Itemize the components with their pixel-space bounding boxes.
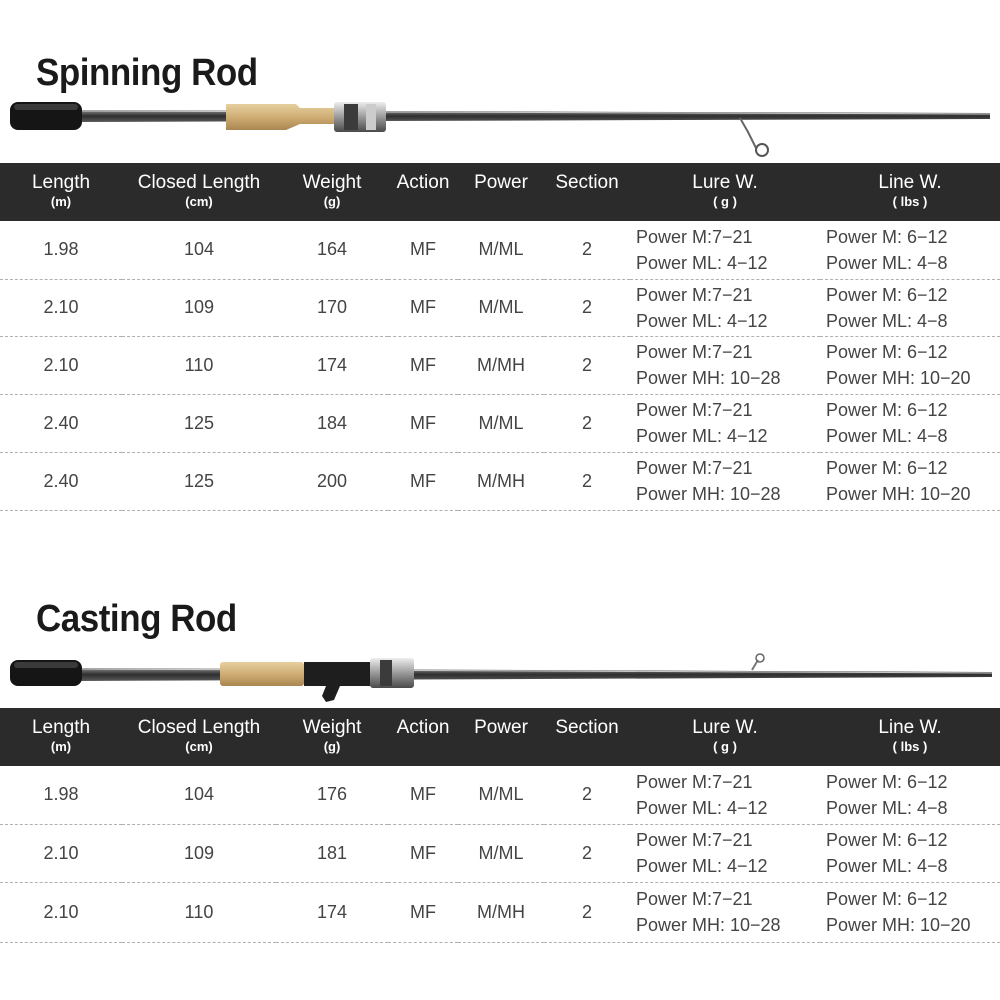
cell-power: M/MH xyxy=(458,452,544,510)
header-closed-length: Closed Length (cm) xyxy=(122,163,276,221)
cell-section: 2 xyxy=(544,452,630,510)
spinning-rod-title: Spinning Rod xyxy=(36,52,258,94)
header-closed-length: Closed Length (cm) xyxy=(122,708,276,766)
cell-weight: 176 xyxy=(276,766,388,824)
header-action: Action xyxy=(388,163,458,221)
cell-section: 2 xyxy=(544,394,630,452)
cell-section: 2 xyxy=(544,766,630,824)
cell-closed-length: 110 xyxy=(122,882,276,942)
header-action: Action xyxy=(388,708,458,766)
cell-line-weight: Power M: 6−12 Power MH: 10−20 xyxy=(820,882,1000,942)
casting-rod-title: Casting Rod xyxy=(36,598,237,640)
casting-rod-image xyxy=(0,648,1000,708)
cell-closed-length: 104 xyxy=(122,766,276,824)
cell-length: 1.98 xyxy=(0,221,122,279)
cell-weight: 184 xyxy=(276,394,388,452)
cell-lure-weight: Power M:7−21 Power ML: 4−12 xyxy=(630,394,820,452)
cell-line-weight: Power M: 6−12 Power ML: 4−8 xyxy=(820,824,1000,882)
header-weight: Weight (g) xyxy=(276,163,388,221)
cell-length: 2.10 xyxy=(0,824,122,882)
cell-lure-weight: Power M:7−21 Power MH: 10−28 xyxy=(630,882,820,942)
spinning-spec-table xyxy=(0,163,1000,511)
cell-power: M/MH xyxy=(458,882,544,942)
table-row xyxy=(0,766,1000,824)
cell-power: M/ML xyxy=(458,766,544,824)
cell-section: 2 xyxy=(544,279,630,336)
cell-closed-length: 110 xyxy=(122,336,276,394)
cell-line-weight: Power M: 6−12 Power MH: 10−20 xyxy=(820,452,1000,510)
table-row xyxy=(0,221,1000,279)
cell-length: 2.10 xyxy=(0,279,122,336)
cell-lure-weight: Power M:7−21 Power ML: 4−12 xyxy=(630,824,820,882)
cell-action: MF xyxy=(388,452,458,510)
spinning-rod-image xyxy=(0,96,1000,160)
table-header-row xyxy=(0,708,1000,766)
cell-lure-weight: Power M:7−21 Power MH: 10−28 xyxy=(630,452,820,510)
cell-lure-weight: Power M:7−21 Power MH: 10−28 xyxy=(630,336,820,394)
cell-lure-weight: Power M:7−21 Power ML: 4−12 xyxy=(630,279,820,336)
casting-spec-table xyxy=(0,708,1000,943)
header-section: Section xyxy=(544,163,630,221)
cell-closed-length: 125 xyxy=(122,394,276,452)
cell-section: 2 xyxy=(544,221,630,279)
cell-power: M/ML xyxy=(458,221,544,279)
header-line-weight: Line W. ( lbs ) xyxy=(820,163,1000,221)
cell-section: 2 xyxy=(544,824,630,882)
cell-weight: 164 xyxy=(276,221,388,279)
cell-power: M/ML xyxy=(458,279,544,336)
cell-section: 2 xyxy=(544,336,630,394)
cell-length: 1.98 xyxy=(0,766,122,824)
header-section: Section xyxy=(544,708,630,766)
cell-weight: 200 xyxy=(276,452,388,510)
cell-line-weight: Power M: 6−12 Power ML: 4−8 xyxy=(820,221,1000,279)
cell-weight: 181 xyxy=(276,824,388,882)
cell-line-weight: Power M: 6−12 Power ML: 4−8 xyxy=(820,279,1000,336)
cell-length: 2.10 xyxy=(0,336,122,394)
cell-power: M/ML xyxy=(458,394,544,452)
table-row xyxy=(0,824,1000,882)
cell-line-weight: Power M: 6−12 Power ML: 4−8 xyxy=(820,766,1000,824)
cell-length: 2.10 xyxy=(0,882,122,942)
cell-section: 2 xyxy=(544,882,630,942)
cell-power: M/MH xyxy=(458,336,544,394)
cell-length: 2.40 xyxy=(0,394,122,452)
cell-action: MF xyxy=(388,824,458,882)
header-length: Length (m) xyxy=(0,708,122,766)
table-header-row xyxy=(0,163,1000,221)
table-row xyxy=(0,336,1000,394)
cell-line-weight: Power M: 6−12 Power ML: 4−8 xyxy=(820,394,1000,452)
cell-lure-weight: Power M:7−21 Power ML: 4−12 xyxy=(630,221,820,279)
table-row xyxy=(0,279,1000,336)
cell-line-weight: Power M: 6−12 Power MH: 10−20 xyxy=(820,336,1000,394)
table-row xyxy=(0,394,1000,452)
cell-action: MF xyxy=(388,766,458,824)
header-lure-weight: Lure W. ( g ) xyxy=(630,163,820,221)
header-weight: Weight (g) xyxy=(276,708,388,766)
cell-action: MF xyxy=(388,882,458,942)
cell-length: 2.40 xyxy=(0,452,122,510)
header-line-weight: Line W. ( lbs ) xyxy=(820,708,1000,766)
cell-weight: 174 xyxy=(276,336,388,394)
cell-action: MF xyxy=(388,221,458,279)
cell-closed-length: 109 xyxy=(122,824,276,882)
cell-action: MF xyxy=(388,336,458,394)
table-row xyxy=(0,882,1000,942)
cell-closed-length: 104 xyxy=(122,221,276,279)
cell-action: MF xyxy=(388,279,458,336)
cell-closed-length: 125 xyxy=(122,452,276,510)
cell-closed-length: 109 xyxy=(122,279,276,336)
cell-weight: 174 xyxy=(276,882,388,942)
cell-weight: 170 xyxy=(276,279,388,336)
header-length: Length (m) xyxy=(0,163,122,221)
header-lure-weight: Lure W. ( g ) xyxy=(630,708,820,766)
header-power: Power xyxy=(458,163,544,221)
table-row xyxy=(0,452,1000,510)
cell-lure-weight: Power M:7−21 Power ML: 4−12 xyxy=(630,766,820,824)
header-power: Power xyxy=(458,708,544,766)
cell-power: M/ML xyxy=(458,824,544,882)
cell-action: MF xyxy=(388,394,458,452)
